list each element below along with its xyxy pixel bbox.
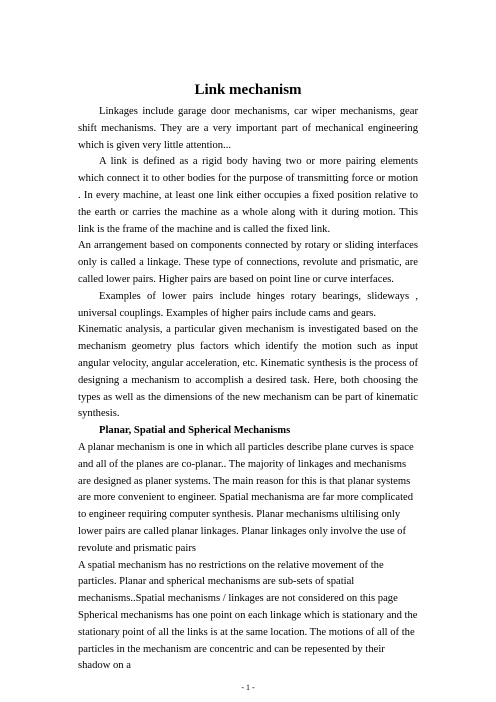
- paragraph-lower-pairs: An arrangement based on components connected by rotary or sliding interfaces only is called a linkage. These type of connections, revolute and prismatic, are called lower pairs. Higher pairs are based on point line or curve interfaces.: [78, 240, 418, 285]
- page-title: Link mechanism: [194, 82, 302, 98]
- paragraph-spherical-mechanism: Spherical mechanisms has one point on each linkage which is stationary and the stationary point of all the links is at the same location. The motions of all of the particles in the mechanism are concentric and can be repesented by their shadow on a: [78, 609, 418, 672]
- paragraph-pair-examples: Examples of lower pairs include hinges rotary bearings, slideways , universal couplings. Examples of higher pairs include cams and gears.: [78, 290, 418, 319]
- paragraph-planar-mechanism: A planar mechanism is one in which all particles describe plane curves is space and all of the planes are co-planar.. The majority of linkages and mechanisms are designed as planer systems. The main reason for this is that planar systems are more convenient to engineer. Spatial mechanisma are far more complicated to engineer requiring computer synthesis. Planar mechanisms ultilising only lower pairs are called planar linkages. Planar linkages only involve the use of revolute and prismatic pairs: [78, 441, 414, 554]
- paragraph-spatial-mechanism: A spatial mechanism has no restrictions on the relative movement of the particles. Planar and spherical mechanisms are sub-sets of spatial mechanisms..Spatial mechanisms / linkages are not considered on this page: [78, 559, 398, 605]
- section-heading: Planar, Spatial and Spherical Mechanisms: [99, 425, 291, 437]
- paragraph-link-definition: A link is defined as a rigid body having two or more pairing elements which connect it to other bodies for the purpose of transmitting force or motion . In every machine, at least one link either occupies a fixed position relative to the earth or carries the machine as a whole along with it during motion. This link is the frame of the machine and is called the fixed link.: [78, 156, 418, 235]
- page-number: - 1 -: [241, 683, 255, 692]
- document-body: [78, 104, 418, 675]
- paragraph-kinematic-analysis: Kinematic analysis, a particular given mechanism is investigated based on the mechanism geometry plus factors which identify the motion such as input angular velocity, angular acceleration, etc. Kinematic synthesis is the process of designing a mechanism to accomplish a desired task. Here, both choosing the types as well as the dimensions of the new mechanism can be part of kinematic synthesis.: [78, 324, 418, 420]
- paragraph-linkages-intro: Linkages include garage door mechanisms, car wiper mechanisms, gear shift mechanisms. They are a very important part of mechanical engineering which is given very little attention...: [78, 106, 418, 151]
